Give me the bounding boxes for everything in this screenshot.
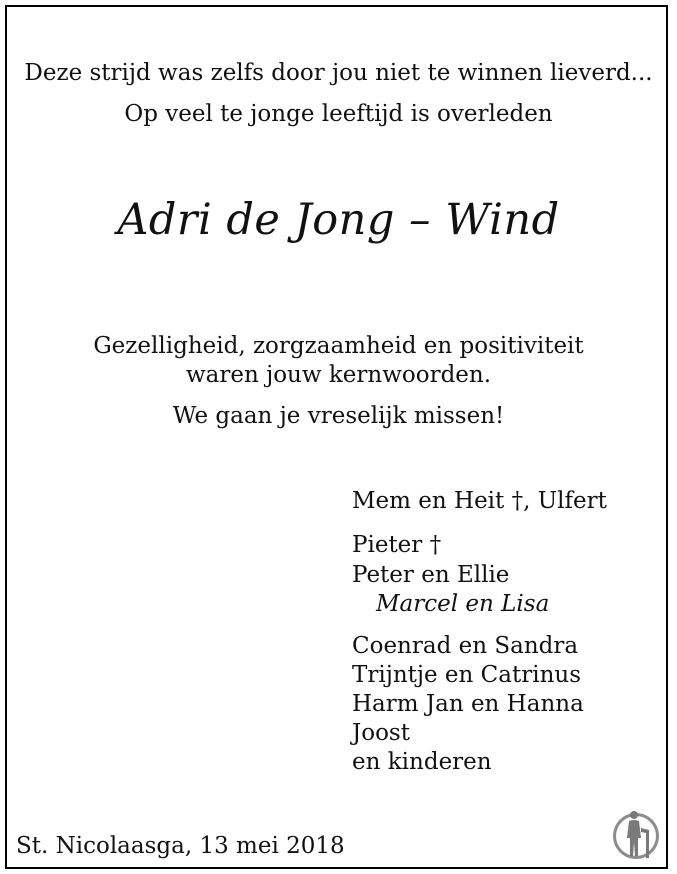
family-grandchildren: Marcel en Lisa: [376, 591, 550, 617]
family-member: Joost: [352, 720, 410, 746]
tribute-line-3: We gaan je vreselijk missen!: [172, 403, 505, 429]
place-date: St. Nicolaasga, 13 mei 2018: [16, 833, 345, 859]
tribute-line-1: Gezelligheid, zorgzaamheid en positiviteit: [93, 333, 584, 359]
tribute-line-2: waren jouw kernwoorden.: [185, 362, 492, 388]
memorial-figure-icon: [611, 806, 661, 862]
family-member: Harm Jan en Hanna: [352, 691, 584, 717]
family-parents: Mem en Heit †, Ulfert: [352, 488, 607, 514]
deceased-name: Adri de Jong – Wind: [117, 195, 560, 245]
family-member: Peter en Ellie: [352, 562, 510, 588]
family-member: en kinderen: [352, 749, 492, 775]
intro-line-1: Deze strijd was zelfs door jou niet te winnen lieverd...: [24, 60, 653, 86]
family-member: Trijntje en Catrinus: [352, 662, 582, 688]
family-member: Coenrad en Sandra: [352, 633, 579, 659]
family-member: Pieter †: [352, 532, 442, 558]
intro-line-2: Op veel te jonge leeftijd is overleden: [124, 101, 553, 127]
obituary-frame: [5, 5, 668, 869]
